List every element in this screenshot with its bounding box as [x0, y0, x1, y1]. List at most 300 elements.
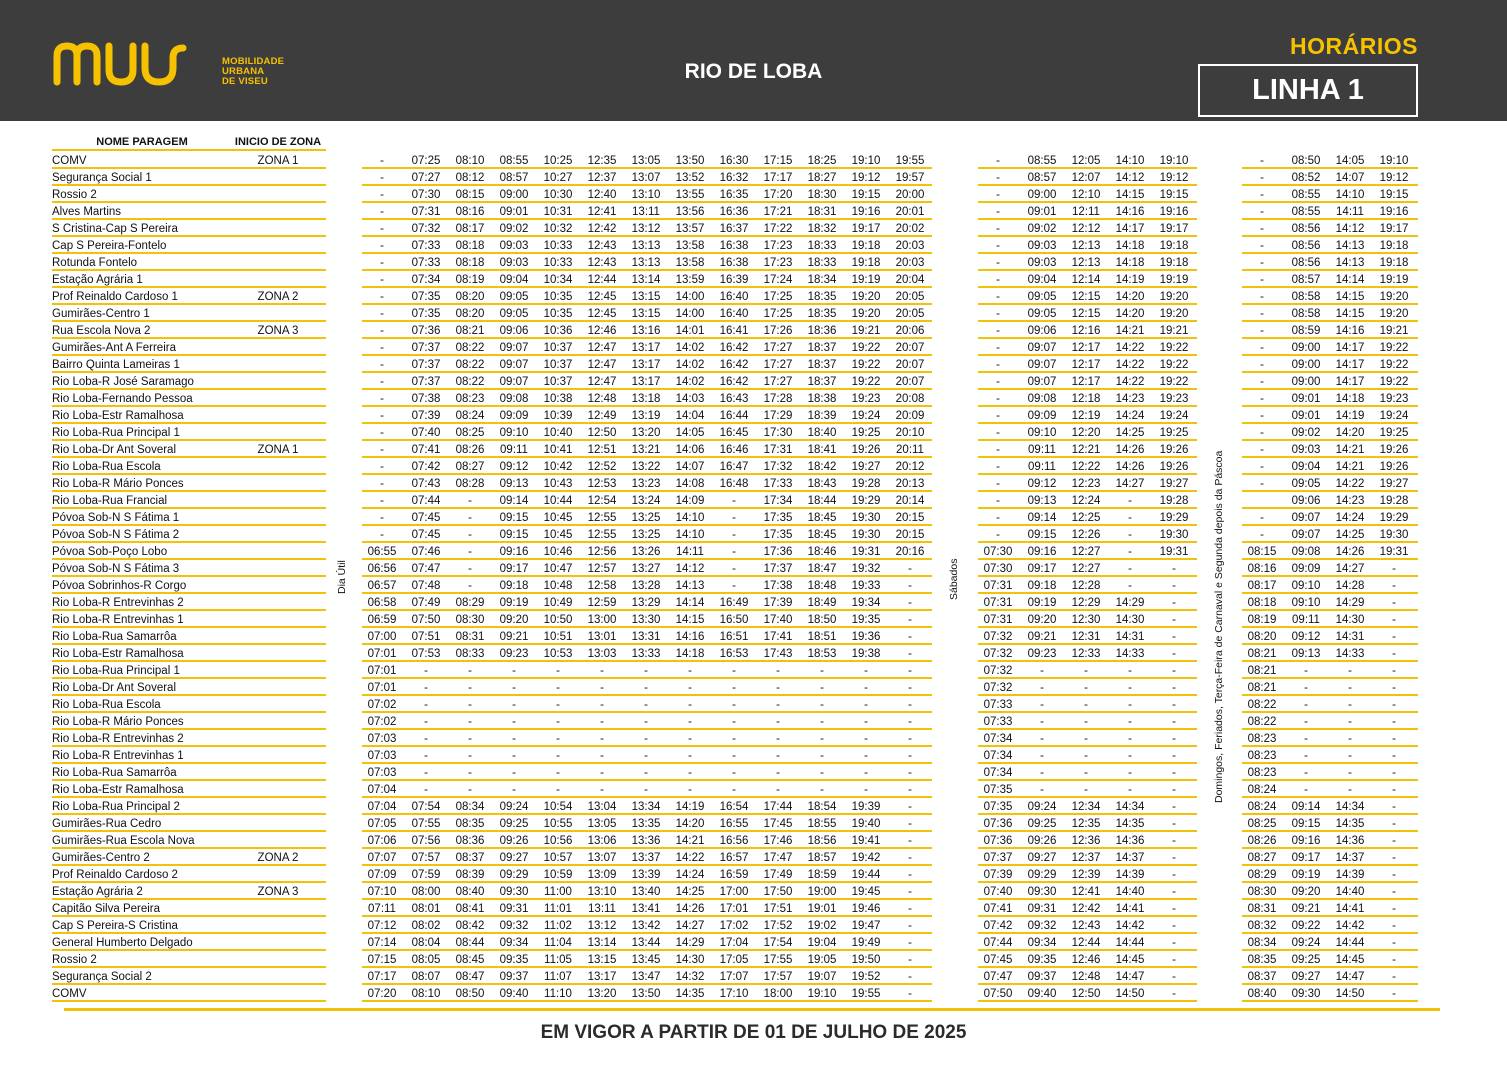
sunday-time: 14:13	[1335, 257, 1365, 269]
sunday-time: 09:17	[1291, 852, 1321, 864]
weekday-time: 09:34	[499, 937, 529, 949]
sunday-time: 09:19	[1291, 869, 1321, 881]
weekday-time: 07:42	[411, 461, 441, 473]
weekday-time: 19:42	[851, 852, 881, 864]
weekday-time: 06:55	[367, 546, 397, 558]
saturday-time: 09:31	[1027, 903, 1057, 915]
saturday-time: 09:40	[1027, 988, 1057, 1000]
saturday-time: -	[996, 325, 1000, 337]
saturday-time: 07:33	[983, 699, 1013, 711]
weekday-time: 07:31	[411, 206, 441, 218]
table-row	[0, 900, 1507, 917]
saturday-time: 12:16	[1071, 325, 1101, 337]
saturday-time: 09:03	[1027, 257, 1057, 269]
saturday-time: -	[996, 427, 1000, 439]
weekday-time: 09:20	[499, 614, 529, 626]
saturday-time: 14:20	[1115, 291, 1145, 303]
weekday-time: 12:47	[587, 359, 617, 371]
weekday-time: 07:07	[367, 852, 397, 864]
sunday-time: 14:35	[1335, 818, 1365, 830]
weekday-time: -	[776, 767, 780, 779]
weekday-time: 10:37	[543, 342, 573, 354]
weekday-time: 08:55	[499, 155, 529, 167]
saturday-time: -	[996, 206, 1000, 218]
saturday-time: -	[1172, 699, 1176, 711]
saturday-time: -	[996, 461, 1000, 473]
saturday-time: 09:20	[1027, 614, 1057, 626]
sunday-time: -	[1348, 750, 1352, 762]
weekday-time: 13:25	[631, 512, 661, 524]
weekday-time: 06:57	[367, 580, 397, 592]
saturday-time: 12:22	[1071, 461, 1101, 473]
weekday-time: -	[732, 767, 736, 779]
stop-name: Póvoa Sob-N S Fátima 1	[52, 512, 180, 524]
saturday-time: 19:22	[1159, 359, 1189, 371]
weekday-time: 19:31	[851, 546, 881, 558]
sunday-time: -	[1392, 818, 1396, 830]
weekday-time: 18:48	[807, 580, 837, 592]
weekday-time: 13:07	[631, 172, 661, 184]
sunday-time: 14:15	[1335, 308, 1365, 320]
weekday-time: 18:55	[807, 818, 837, 830]
saturday-time: -	[996, 223, 1000, 235]
weekday-time: 09:07	[499, 359, 529, 371]
saturday-time: 12:23	[1071, 478, 1101, 490]
sunday-time: 08:21	[1247, 665, 1277, 677]
weekday-time: -	[556, 750, 560, 762]
sunday-time: 08:27	[1247, 852, 1277, 864]
sunday-time: 14:13	[1335, 240, 1365, 252]
sunday-time: 08:22	[1247, 716, 1277, 728]
saturday-time: 12:07	[1071, 172, 1101, 184]
weekday-time: 14:19	[675, 801, 705, 813]
weekday-time: 09:03	[499, 257, 529, 269]
weekday-time: -	[732, 546, 736, 558]
weekday-time: 17:40	[763, 614, 793, 626]
stop-name: Alves Martins	[52, 206, 122, 218]
sunday-time: 08:22	[1247, 699, 1277, 711]
weekday-time: 17:20	[763, 189, 793, 201]
weekday-time: -	[468, 580, 472, 592]
table-row	[0, 492, 1507, 509]
weekday-time: 09:21	[499, 631, 529, 643]
weekday-time: 18:37	[807, 376, 837, 388]
weekday-time: 20:11	[896, 444, 924, 456]
saturday-time: -	[996, 274, 1000, 286]
weekday-time: -	[600, 750, 604, 762]
weekday-time: 19:16	[851, 206, 881, 218]
weekday-time: 18:54	[807, 801, 837, 813]
weekday-time: 14:30	[675, 954, 705, 966]
weekday-time: 09:02	[499, 223, 529, 235]
weekday-time: 09:05	[499, 291, 529, 303]
weekday-time: -	[556, 784, 560, 796]
weekday-time: 19:10	[851, 155, 881, 167]
weekday-time: 19:46	[851, 903, 881, 915]
weekday-time: 17:35	[763, 512, 793, 524]
weekday-time: 08:22	[455, 359, 485, 371]
stop-name: Póvoa Sob-N S Fátima 3	[52, 563, 180, 575]
weekday-time: 14:02	[675, 342, 705, 354]
table-row	[0, 356, 1507, 373]
sunday-time: -	[1304, 733, 1308, 745]
weekday-time: -	[556, 699, 560, 711]
weekday-time: 16:53	[719, 648, 749, 660]
saturday-time: 09:24	[1027, 801, 1057, 813]
weekday-time: 20:07	[895, 342, 925, 354]
sunday-time: -	[1260, 478, 1264, 490]
weekday-time: 18:44	[807, 495, 837, 507]
stop-name: Estação Agrária 2	[52, 886, 143, 898]
sunday-time: 09:20	[1291, 886, 1321, 898]
weekday-time: 09:19	[499, 597, 529, 609]
weekday-time: 08:10	[455, 155, 485, 167]
saturday-time: -	[1172, 852, 1176, 864]
weekday-time: 18:36	[807, 325, 837, 337]
weekday-time: 13:40	[631, 886, 661, 898]
saturday-time: -	[996, 495, 1000, 507]
sunday-time: -	[1392, 699, 1396, 711]
saturday-time: 19:18	[1159, 257, 1189, 269]
sunday-time: 14:36	[1335, 835, 1365, 847]
stop-name: Rio Loba-Dr Ant Soveral	[52, 444, 177, 456]
stop-name: Rio Loba-Rua Principal 1	[52, 427, 180, 439]
table-row	[0, 458, 1507, 475]
weekday-time: 14:15	[675, 614, 705, 626]
weekday-time: 20:06	[895, 325, 925, 337]
sunday-time: -	[1392, 682, 1396, 694]
weekday-time: 08:37	[455, 852, 485, 864]
sunday-time: -	[1392, 648, 1396, 660]
weekday-time: 13:16	[631, 325, 661, 337]
saturday-time: 14:40	[1115, 886, 1145, 898]
weekday-time: 08:12	[455, 172, 485, 184]
weekday-time: 16:37	[719, 223, 749, 235]
weekday-time: 10:25	[543, 155, 573, 167]
weekday-time: 19:47	[851, 920, 881, 932]
weekday-time: 08:35	[455, 818, 485, 830]
weekday-time: 20:09	[895, 410, 925, 422]
weekday-time: 12:50	[587, 427, 617, 439]
saturday-time: 14:33	[1115, 648, 1145, 660]
table-row	[0, 339, 1507, 356]
weekday-time: 16:51	[719, 631, 749, 643]
sunday-time: -	[1392, 937, 1396, 949]
table-row	[0, 169, 1507, 186]
weekday-time: 16:47	[719, 461, 749, 473]
saturday-time: 14:25	[1115, 427, 1145, 439]
weekday-time: 08:10	[411, 988, 441, 1000]
weekday-time: 06:59	[367, 614, 397, 626]
weekday-time: 17:29	[763, 410, 793, 422]
saturday-time: 07:45	[983, 954, 1013, 966]
weekday-time: -	[732, 529, 736, 541]
logo-subtitle	[222, 57, 284, 87]
weekday-time: 14:14	[675, 597, 705, 609]
weekday-time: 16:45	[719, 427, 749, 439]
zone-start: ZONA 3	[257, 886, 299, 898]
weekday-time: -	[468, 716, 472, 728]
table-row	[0, 832, 1507, 849]
saturday-time: 12:44	[1071, 937, 1101, 949]
weekday-time: 19:44	[851, 869, 881, 881]
weekday-time: 07:32	[411, 223, 441, 235]
weekday-time: 19:50	[851, 954, 881, 966]
weekday-time: 19:41	[851, 835, 881, 847]
weekday-time: 12:51	[587, 444, 617, 456]
validity-notice: EM VIGOR A PARTIR DE 01 DE JULHO DE 2025	[540, 1022, 967, 1043]
weekday-time: 13:29	[631, 597, 661, 609]
weekday-time: -	[380, 206, 384, 218]
saturday-time: 12:05	[1071, 155, 1101, 167]
weekday-time: 17:32	[763, 461, 793, 473]
stop-name: Rio Loba-R Entrevinhas 1	[52, 614, 184, 626]
sunday-time: 19:19	[1379, 274, 1409, 286]
weekday-time: -	[380, 461, 384, 473]
weekday-time: -	[512, 750, 516, 762]
weekday-time: -	[644, 665, 648, 677]
weekday-time: 07:56	[411, 835, 441, 847]
weekday-time: 07:01	[367, 648, 397, 660]
sunday-time: 08:56	[1291, 223, 1321, 235]
sunday-time: 19:24	[1379, 410, 1409, 422]
weekday-time: 17:41	[763, 631, 793, 643]
sunday-time: -	[1260, 325, 1264, 337]
weekday-time: 19:21	[851, 325, 881, 337]
sunday-time: 08:40	[1247, 988, 1277, 1000]
weekday-time: -	[908, 716, 912, 728]
weekday-time: 14:02	[675, 359, 705, 371]
saturday-time: -	[1128, 750, 1132, 762]
sunday-time: -	[1260, 444, 1264, 456]
sunday-time: 08:24	[1247, 784, 1277, 796]
weekday-time: -	[424, 716, 428, 728]
weekday-time: 13:55	[675, 189, 705, 201]
weekday-time: -	[820, 682, 824, 694]
saturday-time: 09:13	[1027, 495, 1057, 507]
weekday-time: 20:07	[895, 359, 925, 371]
weekday-time: 13:05	[631, 155, 661, 167]
saturday-time: 12:30	[1071, 614, 1101, 626]
weekday-time: 12:35	[587, 155, 617, 167]
weekday-time: 19:26	[851, 444, 881, 456]
weekday-time: -	[512, 716, 516, 728]
weekday-time: 08:00	[411, 886, 441, 898]
weekday-time: 07:01	[367, 682, 397, 694]
weekday-time: 13:35	[631, 818, 661, 830]
weekday-time: 20:02	[895, 223, 925, 235]
weekday-time: 07:02	[367, 699, 397, 711]
saturday-time: 12:14	[1071, 274, 1101, 286]
saturday-time: 09:27	[1027, 852, 1057, 864]
weekday-time: -	[864, 716, 868, 728]
weekday-time: -	[380, 308, 384, 320]
stop-name: Capitão Silva Pereira	[52, 903, 161, 915]
stop-name: Cap S Pereira-Fontelo	[52, 240, 167, 252]
weekday-time: 12:44	[587, 274, 617, 286]
saturday-time: -	[1084, 699, 1088, 711]
weekday-time: 17:45	[763, 818, 793, 830]
stop-name: Rio Loba-R Entrevinhas 2	[52, 733, 184, 745]
saturday-time: -	[1172, 920, 1176, 932]
saturday-time: -	[1172, 988, 1176, 1000]
stop-name: Rio Loba-Rua Escola	[52, 461, 161, 473]
sunday-time: 09:00	[1291, 376, 1321, 388]
weekday-time: -	[732, 716, 736, 728]
weekday-time: 10:45	[543, 512, 573, 524]
weekday-time: 12:56	[587, 546, 617, 558]
weekday-time: 13:22	[631, 461, 661, 473]
weekday-time: 10:37	[543, 376, 573, 388]
sunday-time: 08:23	[1247, 750, 1277, 762]
saturday-time: 14:16	[1115, 206, 1145, 218]
stop-name: COMV	[52, 155, 87, 167]
saturday-time: -	[1040, 750, 1044, 762]
weekday-time: 17:43	[763, 648, 793, 660]
saturday-time: 07:34	[983, 750, 1013, 762]
weekday-time: 07:25	[411, 155, 441, 167]
weekday-time: -	[468, 750, 472, 762]
weekday-time: 09:07	[499, 376, 529, 388]
sunday-time: 19:26	[1379, 461, 1409, 473]
weekday-time: -	[380, 478, 384, 490]
stop-name: Rio Loba-R Mário Ponces	[52, 716, 184, 728]
weekday-time: -	[908, 767, 912, 779]
weekday-time: -	[468, 546, 472, 558]
weekday-time: -	[908, 835, 912, 847]
weekday-time: 14:00	[675, 308, 705, 320]
sunday-time: 14:24	[1335, 512, 1365, 524]
stop-name: Rua Escola Nova 2	[52, 325, 151, 337]
saturday-time: -	[1128, 580, 1132, 592]
weekday-time: 07:05	[367, 818, 397, 830]
weekday-time: 20:15	[895, 512, 925, 524]
stop-name: Rio Loba-Rua Principal 1	[52, 665, 180, 677]
weekday-time: 07:47	[411, 563, 441, 575]
sunday-time: 09:08	[1291, 546, 1321, 558]
sunday-time: 08:52	[1291, 172, 1321, 184]
weekday-time: 10:27	[543, 172, 573, 184]
saturday-time: -	[996, 444, 1000, 456]
weekday-time: 10:45	[543, 529, 573, 541]
weekday-time: 08:57	[499, 172, 529, 184]
saturday-time: 19:25	[1159, 427, 1189, 439]
weekday-time: 09:40	[499, 988, 529, 1000]
saturday-time: 14:45	[1115, 954, 1145, 966]
sunday-time: -	[1348, 767, 1352, 779]
weekday-time: 13:50	[631, 988, 661, 1000]
weekday-time: 14:26	[675, 903, 705, 915]
weekday-time: -	[424, 682, 428, 694]
saturday-time: -	[1172, 733, 1176, 745]
weekday-time: 17:10	[719, 988, 749, 1000]
weekday-time: -	[424, 767, 428, 779]
sunday-time: 08:30	[1247, 886, 1277, 898]
saturday-time: -	[1128, 495, 1132, 507]
weekday-time: 17:52	[763, 920, 793, 932]
saturday-time: 19:15	[1159, 189, 1189, 201]
saturday-time: 07:34	[983, 767, 1013, 779]
saturday-time: 09:10	[1027, 427, 1057, 439]
sunday-time: -	[1348, 716, 1352, 728]
sunday-time: 09:09	[1291, 563, 1321, 575]
weekday-time: 08:40	[455, 886, 485, 898]
table-row	[0, 254, 1507, 271]
stop-name: Rio Loba-R Mário Ponces	[52, 478, 184, 490]
weekday-time: 17:05	[719, 954, 749, 966]
sunday-time: -	[1392, 750, 1396, 762]
weekday-time: -	[864, 767, 868, 779]
weekday-time: -	[556, 767, 560, 779]
weekday-time: -	[732, 682, 736, 694]
table-row	[0, 866, 1507, 883]
weekday-time: 09:35	[499, 954, 529, 966]
sunday-time: -	[1348, 665, 1352, 677]
weekday-time: -	[908, 971, 912, 983]
weekday-time: 07:00	[367, 631, 397, 643]
zone-start: ZONA 1	[257, 444, 299, 456]
weekday-time: -	[600, 767, 604, 779]
weekday-time: 17:55	[763, 954, 793, 966]
saturday-time: 09:25	[1027, 818, 1057, 830]
saturday-time: 14:42	[1115, 920, 1145, 932]
weekday-time: 09:31	[499, 903, 529, 915]
weekday-time: 14:32	[675, 971, 705, 983]
saturday-time: 12:20	[1071, 427, 1101, 439]
weekday-time: 10:39	[543, 410, 573, 422]
saturday-time: 12:42	[1071, 903, 1101, 915]
weekday-time: -	[424, 733, 428, 745]
weekday-time: -	[644, 716, 648, 728]
header-divider	[52, 149, 326, 151]
weekday-time: 12:37	[587, 172, 617, 184]
weekday-time: -	[380, 495, 384, 507]
weekday-time: 20:08	[895, 393, 925, 405]
sunday-time: -	[1392, 988, 1396, 1000]
weekday-time: 07:04	[367, 784, 397, 796]
sunday-time: 08:57	[1291, 274, 1321, 286]
weekday-time: -	[512, 682, 516, 694]
sunday-time: 09:01	[1291, 393, 1321, 405]
saturday-time: 12:19	[1071, 410, 1101, 422]
weekday-time: 10:34	[543, 274, 573, 286]
sunday-time: 09:15	[1291, 818, 1321, 830]
sunday-time: 08:58	[1291, 291, 1321, 303]
sunday-time: -	[1260, 512, 1264, 524]
saturday-time: 07:31	[983, 614, 1013, 626]
weekday-time: 10:57	[543, 852, 573, 864]
sunday-time: -	[1260, 189, 1264, 201]
table-row	[0, 305, 1507, 322]
weekday-time: 06:58	[367, 597, 397, 609]
sunday-time: 14:23	[1335, 495, 1365, 507]
saturday-time: -	[1040, 733, 1044, 745]
weekday-time: 10:53	[543, 648, 573, 660]
weekday-time: 19:20	[851, 308, 881, 320]
weekday-time: 13:17	[631, 342, 661, 354]
saturday-time: -	[1172, 716, 1176, 728]
weekday-time: 13:10	[587, 886, 617, 898]
weekday-time: 14:21	[675, 835, 705, 847]
sunday-time: -	[1392, 563, 1396, 575]
weekday-time: 13:10	[631, 189, 661, 201]
saturday-time: 14:26	[1115, 444, 1145, 456]
weekday-time: 12:43	[587, 240, 617, 252]
weekday-time: 08:45	[455, 954, 485, 966]
saturday-time: 12:34	[1071, 801, 1101, 813]
weekday-time: -	[776, 699, 780, 711]
weekday-time: 18:59	[807, 869, 837, 881]
